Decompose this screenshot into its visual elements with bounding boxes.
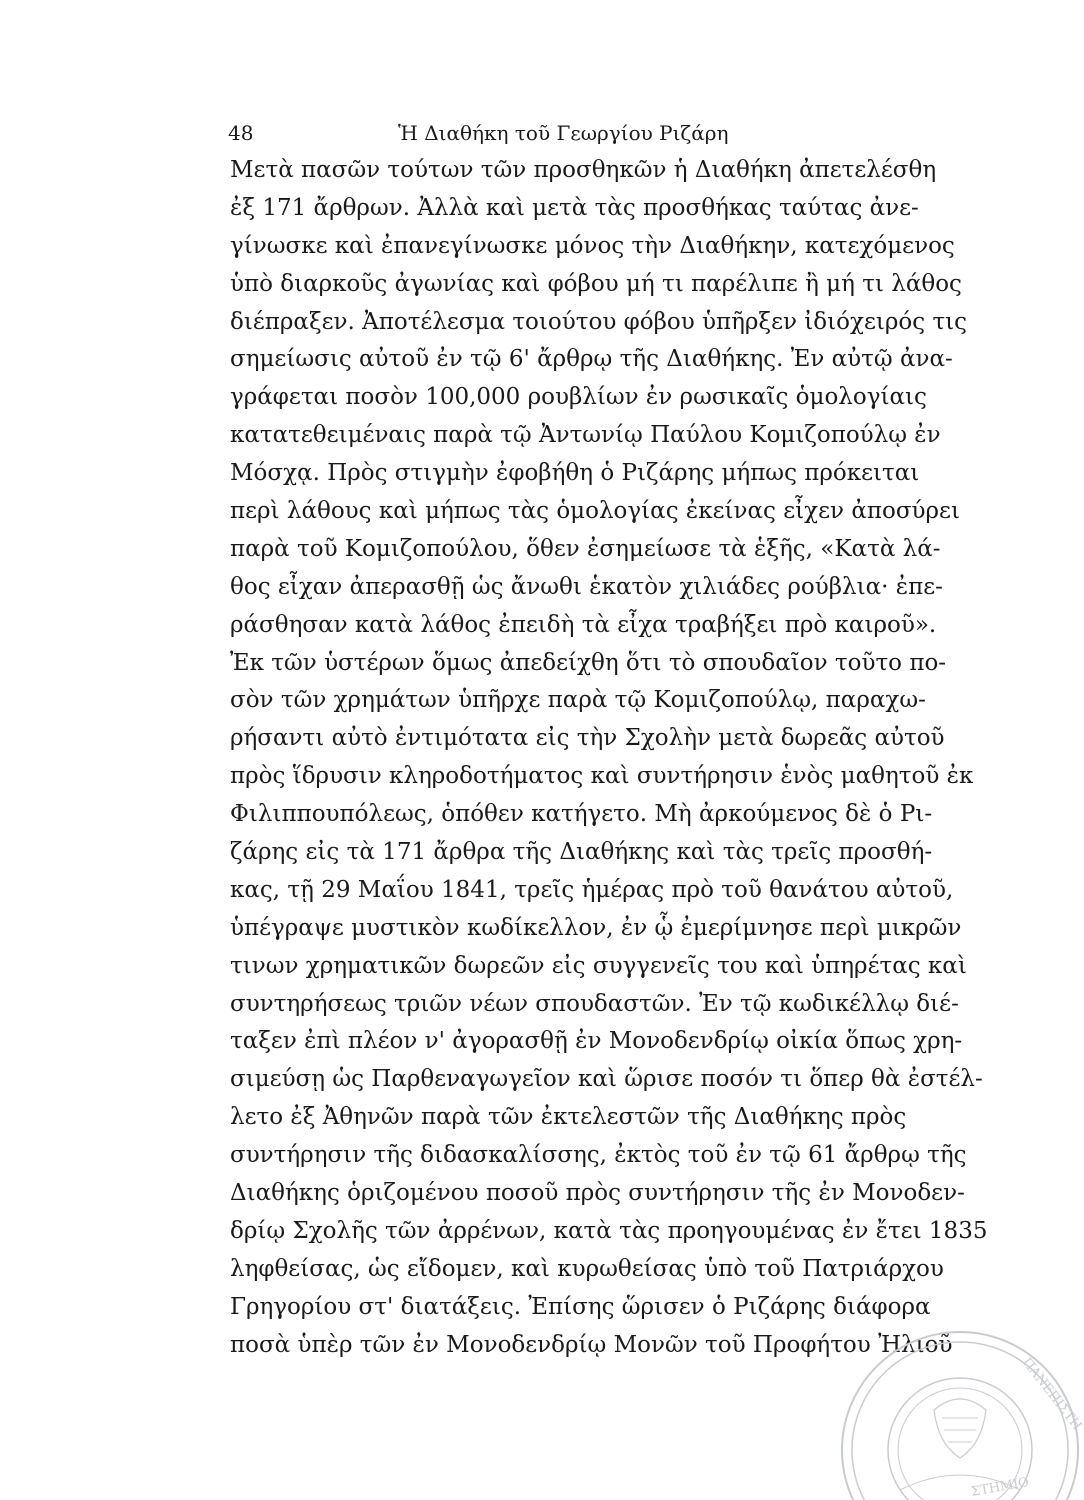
text-line: γίνωσκε καὶ ἐπανεγίνωσκε μόνος τὴν Διαθήκην, κατεχόμενος — [230, 232, 955, 259]
text-line: συντήρησιν τῆς διδασκαλίσσης, ἐκτὸς τοῦ ἐν τῷ 61 ἄρθρῳ τῆς — [230, 1142, 967, 1169]
text-line: σιμεύσῃ ὡς Παρθεναγωγεῖον καὶ ὥρισε ποσόν τι ὅπερ θὰ ἐστέλ- — [230, 1066, 983, 1093]
text-line: ρήσαντι αὐτὸ ἐντιμότατα εἰς τὴν Σχολὴν μετὰ δωρεᾶς αὐτοῦ — [230, 725, 945, 752]
running-title: Ἡ Διαθήκη τοῦ Γεωργίου Ριζάρη — [398, 121, 729, 145]
text-line: Φιλιππουπόλεως, ὁπόθεν κατήγετο. Μὴ ἀρκούμενος δὲ ὁ Ρι- — [230, 801, 933, 828]
text-line: διέπραξεν. Ἀποτέλεσμα τοιούτου φόβου ὑπῆρξεν ἰδιόχειρός τις — [230, 308, 968, 335]
text-line: Μετὰ πασῶν τούτων τῶν προσθηκῶν ἡ Διαθήκη ἀπετελέσθη — [230, 157, 937, 183]
text-line: τινων χρηματικῶν δωρεῶν εἰς συγγενεῖς του καὶ ὑπηρέτας καὶ — [230, 952, 967, 979]
text-line: περὶ λάθους καὶ μήπως τὰς ὁμολογίας ἐκείνας εἶχεν ἀποσύρει — [230, 498, 960, 525]
text-line: ληφθείσας, ὡς εἴδομεν, καὶ κυρωθείσας ὑπὸ τοῦ Πατριάρχου — [230, 1255, 944, 1282]
university-seal-icon — [822, 1300, 1084, 1500]
svg-text:ΠΑΝΕΠΙΣΤΗ: ΠΑΝΕΠΙΣΤΗ — [1018, 1355, 1084, 1434]
page-header — [228, 118, 858, 148]
text-line: ποσὰ ὑπὲρ τῶν ἐν Μονοδενδρίῳ Μονῶν τοῦ Προφήτου Ἠλιοῦ — [230, 1331, 953, 1358]
text-line: κας, τῇ 29 Μαΐου 1841, τρεῖς ἡμέρας πρὸ τοῦ θανάτου αὐτοῦ, — [230, 876, 954, 903]
text-line: συντηρήσεως τριῶν νέων σπουδαστῶν. Ἐν τῷ κωδικέλλῳ διέ- — [230, 990, 959, 1017]
text-line: θος εἶχαν ἀπερασθῇ ὡς ἄνωθι ἑκατὸν χιλιάδες ρούβλια· ἐπε- — [230, 573, 943, 600]
text-line: ταξεν ἐπὶ πλέον ν' ἀγορασθῇ ἐν Μονοδενδρίῳ οἰκία ὅπως χρη- — [230, 1028, 963, 1055]
text-line: Γρηγορίου στ' διατάξεις. Ἐπίσης ὥρισεν ὁ Ριζάρης διάφορα — [230, 1293, 931, 1320]
text-line: σημείωσις αὐτοῦ ἐν τῷ 6' ἄρθρῳ τῆς Διαθήκης. Ἐν αὐτῷ ἀνα- — [230, 346, 953, 373]
text-line: Μόσχᾳ. Πρὸς στιγμὴν ἐφοβήθη ὁ Ριζάρης μήπως πρόκειται — [230, 460, 920, 487]
text-line: πρὸς ἵδρυσιν κληροδοτήματος καὶ συντήρησιν ἑνὸς μαθητοῦ ἐκ — [230, 763, 974, 790]
body-text — [230, 152, 988, 1365]
text-line: ράσθησαν κατὰ λάθος ἐπειδὴ τὰ εἶχα τραβήξει πρὸ καιροῦ». — [230, 611, 937, 638]
text-line: σὸν τῶν χρημάτων ὑπῆρχε παρὰ τῷ Κομιζοπούλῳ, παραχω- — [230, 687, 926, 714]
text-line: γράφεται ποσὸν 100,000 ρουβλίων ἐν ρωσικαῖς ὁμολογίαις — [230, 384, 927, 411]
svg-text:ΣΤΗΜΙΟ: ΣΤΗΜΙΟ — [970, 1475, 1031, 1500]
text-line: ὑπὸ διαρκοῦς ἀγωνίας καὶ φόβου μή τι παρέλιπε ἢ μή τι λάθος — [230, 270, 962, 297]
text-line: ζάρης εἰς τὰ 171 ἄρθρα τῆς Διαθήκης καὶ τὰς τρεῖς προσθή- — [230, 839, 933, 866]
text-line: παρὰ τοῦ Κομιζοπούλου, ὅθεν ἐσημείωσε τὰ ἑξῆς, «Κατὰ λά- — [230, 535, 941, 562]
text-line: δρίῳ Σχολῆς τῶν ἀρρένων, κατὰ τὰς προηγουμένας ἐν ἔτει 1835 — [230, 1217, 988, 1244]
text-line: λετο ἐξ Ἀθηνῶν παρὰ τῶν ἐκτελεστῶν τῆς Διαθήκης πρὸς — [230, 1104, 907, 1131]
text-line: Διαθήκης ὁριζομένου ποσοῦ πρὸς συντήρησιν τῆς ἐν Μονοδεν- — [230, 1180, 965, 1207]
text-line: κατατεθειμέναις παρὰ τῷ Ἀντωνίῳ Παύλου Κομιζοπούλῳ ἐν — [230, 422, 941, 449]
text-line: ὑπέγραψε μυστικὸν κωδίκελλον, ἐν ᾧ ἐμερίμνησε περὶ μικρῶν — [230, 914, 962, 941]
page-number: 48 — [228, 121, 254, 145]
text-line: ἐξ 171 ἄρθρων. Ἀλλὰ καὶ μετὰ τὰς προσθήκας ταύτας ἀνε- — [230, 194, 919, 221]
text-line: Ἐκ τῶν ὑστέρων ὅμως ἀπεδείχθη ὅτι τὸ σπουδαῖον τοῦτο πο- — [230, 649, 947, 676]
